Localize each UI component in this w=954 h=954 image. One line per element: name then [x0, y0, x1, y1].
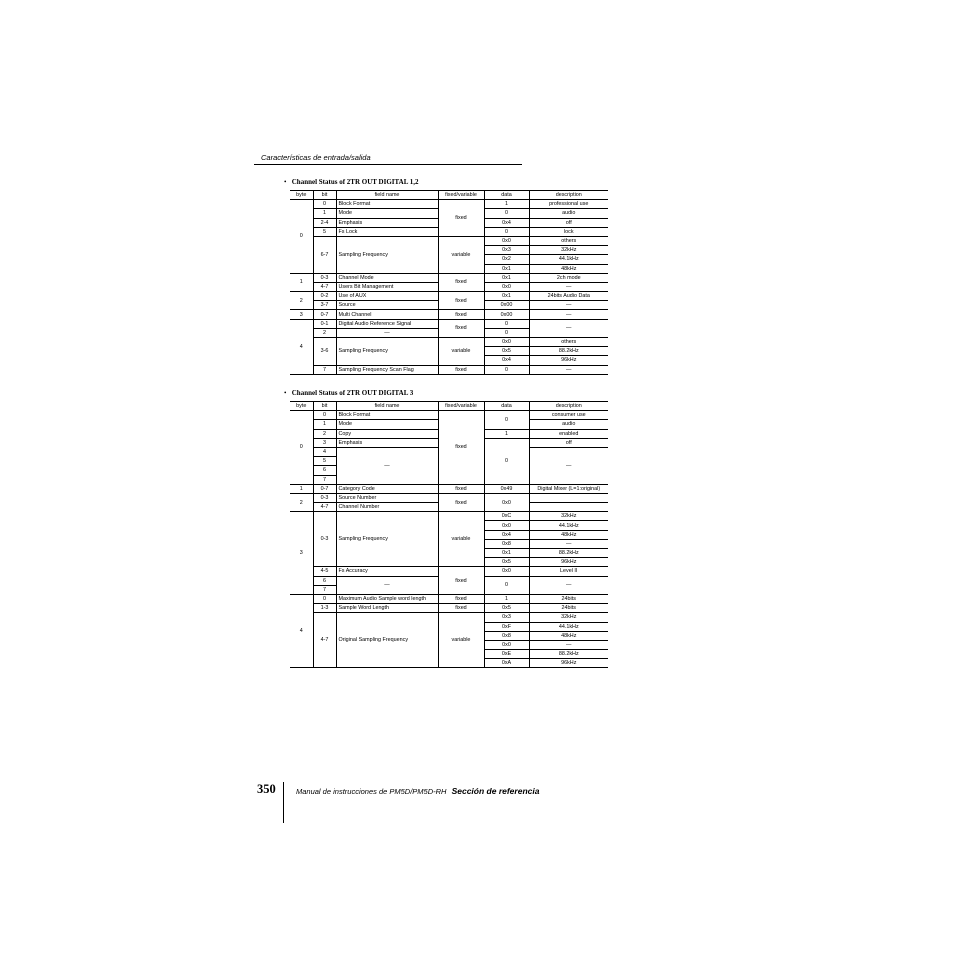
table-row — [290, 567, 608, 576]
description-cell: enabled — [529, 429, 608, 438]
fixed-variable-cell: fixed — [438, 493, 484, 511]
description-cell: 44.1kHz — [529, 255, 608, 264]
field-name-cell: Emphasis — [336, 218, 438, 227]
bit-cell: 1 — [313, 420, 336, 429]
data-cell: 0 — [484, 365, 529, 374]
description-cell: Level II — [529, 567, 608, 576]
bit-cell: 0-2 — [313, 292, 336, 301]
col-header-description: description — [529, 191, 608, 200]
bit-cell: 2 — [313, 328, 336, 337]
bit-cell: 3-7 — [313, 301, 336, 310]
description-cell: — — [529, 301, 608, 310]
fixed-variable-cell: fixed — [438, 484, 484, 493]
bit-cell: 6 — [313, 576, 336, 585]
data-cell: 0 — [484, 319, 529, 328]
description-cell: 88.2kHz — [529, 549, 608, 558]
description-cell: 96kHz — [529, 558, 608, 567]
field-name-cell: Multi Channel — [336, 310, 438, 319]
section-title: Sección de referencia — [451, 786, 540, 796]
data-cell: 1 — [484, 200, 529, 209]
description-cell: consumer use — [529, 411, 608, 420]
data-cell: 0x5 — [484, 604, 529, 613]
field-name-cell: Sample Word Length — [336, 604, 438, 613]
description-cell: 96kHz — [529, 356, 608, 365]
fixed-variable-cell: variable — [438, 338, 484, 366]
bit-cell: 2-4 — [313, 218, 336, 227]
field-name-cell: Category Code — [336, 484, 438, 493]
description-cell: others — [529, 338, 608, 347]
description-cell: — — [529, 640, 608, 649]
field-name-cell: Channel Mode — [336, 273, 438, 282]
byte-cell: 0 — [290, 411, 313, 485]
channel-status-table-1 — [290, 190, 608, 375]
description-cell: 44.1kHz — [529, 521, 608, 530]
byte-cell: 0 — [290, 200, 313, 274]
table-row — [290, 273, 608, 282]
table-row — [290, 604, 608, 613]
table-row — [290, 493, 608, 502]
field-name-cell: Sampling Frequency — [336, 512, 438, 567]
data-cell: 0x0 — [484, 236, 529, 245]
page-number: 350 — [257, 782, 276, 796]
fixed-variable-cell: fixed — [438, 604, 484, 613]
table1-title-text: Channel Status of 2TR OUT DIGITAL 1,2 — [291, 178, 419, 186]
col-header-fixed-variable: fixed/variable — [438, 191, 484, 200]
bit-cell: 1 — [313, 209, 336, 218]
col-header-bit: bit — [313, 402, 336, 411]
col-header-fixed-variable: fixed/variable — [438, 402, 484, 411]
header-rule — [254, 164, 522, 165]
table-row — [290, 613, 608, 622]
description-cell: — — [529, 282, 608, 291]
bit-cell: 7 — [313, 365, 336, 374]
data-cell: 0x0 — [484, 493, 529, 511]
data-cell: 0xE — [484, 650, 529, 659]
description-cell: 2ch mode — [529, 273, 608, 282]
description-cell: 24bits Audio Data — [529, 292, 608, 301]
data-cell: 0 — [484, 411, 529, 429]
data-cell: 0x1 — [484, 273, 529, 282]
fixed-variable-cell: fixed — [438, 365, 484, 374]
table-row — [290, 310, 608, 319]
data-cell: 0xF — [484, 622, 529, 631]
data-cell: 0x3 — [484, 613, 529, 622]
data-cell: 0x49 — [484, 484, 529, 493]
channel-status-table-2 — [290, 401, 608, 668]
bit-cell: 0-1 — [313, 319, 336, 328]
byte-cell: 4 — [290, 319, 313, 374]
data-cell: 0 — [484, 209, 529, 218]
table-row — [290, 484, 608, 493]
description-cell: — — [529, 310, 608, 319]
section-header: Características de entrada/salida — [261, 153, 371, 162]
table-row — [290, 338, 608, 347]
field-name-cell: Source Number — [336, 493, 438, 502]
byte-cell: 3 — [290, 512, 313, 595]
bit-cell: 0 — [313, 594, 336, 603]
description-cell: — — [529, 576, 608, 594]
data-cell: 0x0 — [484, 282, 529, 291]
data-cell: 0 — [484, 227, 529, 236]
data-cell: 0x1 — [484, 292, 529, 301]
data-cell: 0xC — [484, 512, 529, 521]
data-cell: 0x0 — [484, 521, 529, 530]
footer-rule — [283, 782, 284, 823]
bit-cell: 4-5 — [313, 567, 336, 576]
bit-cell: 1-3 — [313, 604, 336, 613]
description-cell: 88.2kHz — [529, 650, 608, 659]
byte-cell: 1 — [290, 484, 313, 493]
footer-text — [296, 786, 539, 796]
byte-cell: 3 — [290, 310, 313, 319]
bit-cell: 0 — [313, 411, 336, 420]
bit-cell: 0 — [313, 200, 336, 209]
col-header-field-name: field name — [336, 191, 438, 200]
table-row — [290, 200, 608, 209]
col-header-data: data — [484, 191, 529, 200]
description-cell: 32kHz — [529, 246, 608, 255]
field-name-cell: Mode — [336, 209, 438, 218]
col-header-bit: bit — [313, 191, 336, 200]
table2-title — [284, 389, 413, 397]
field-name-cell: Sampling Frequency — [336, 236, 438, 273]
field-name-cell: — — [336, 576, 438, 594]
byte-cell: 4 — [290, 594, 313, 668]
data-cell: 1 — [484, 594, 529, 603]
description-cell: 48kHz — [529, 631, 608, 640]
description-cell — [529, 493, 608, 502]
bit-cell: 6-7 — [313, 236, 336, 273]
field-name-cell: Copy — [336, 429, 438, 438]
data-cell: 0x1 — [484, 549, 529, 558]
table-row — [290, 292, 608, 301]
description-cell: — — [529, 365, 608, 374]
field-name-cell: Emphasis — [336, 438, 438, 447]
fixed-variable-cell: variable — [438, 236, 484, 273]
bit-cell: 0-3 — [313, 493, 336, 502]
field-name-cell: Mode — [336, 420, 438, 429]
col-header-description: description — [529, 402, 608, 411]
field-name-cell: Digital Audio Reference Signal — [336, 319, 438, 328]
bullet: • — [284, 389, 287, 397]
table-row — [290, 319, 608, 328]
description-cell: 48kHz — [529, 530, 608, 539]
description-cell: others — [529, 236, 608, 245]
table-row — [290, 594, 608, 603]
description-cell: off — [529, 218, 608, 227]
bit-cell: 0-7 — [313, 484, 336, 493]
data-cell: 0x00 — [484, 301, 529, 310]
bit-cell: 5 — [313, 227, 336, 236]
description-cell: 48kHz — [529, 264, 608, 273]
data-cell: 1 — [484, 429, 529, 438]
data-cell: 0x8 — [484, 539, 529, 548]
table-row — [290, 512, 608, 521]
data-cell: 0x0 — [484, 640, 529, 649]
fixed-variable-cell: fixed — [438, 273, 484, 291]
data-cell: 0x0 — [484, 567, 529, 576]
data-cell: 0x5 — [484, 347, 529, 356]
table-row — [290, 411, 608, 420]
description-cell: audio — [529, 420, 608, 429]
data-cell: 0x4 — [484, 356, 529, 365]
fixed-variable-cell: fixed — [438, 310, 484, 319]
fixed-variable-cell: fixed — [438, 567, 484, 595]
data-cell: 0x4 — [484, 530, 529, 539]
bullet: • — [284, 178, 287, 186]
data-cell: 0 — [484, 576, 529, 594]
field-name-cell: Maximum Audio Sample word length — [336, 594, 438, 603]
data-cell: 0x2 — [484, 255, 529, 264]
field-name-cell: Source — [336, 301, 438, 310]
col-header-field-name: field name — [336, 402, 438, 411]
fixed-variable-cell: fixed — [438, 319, 484, 337]
bit-cell: 4-7 — [313, 613, 336, 668]
col-header-byte: byte — [290, 191, 313, 200]
fixed-variable-cell: fixed — [438, 292, 484, 310]
bit-cell: 0-3 — [313, 273, 336, 282]
field-name-cell: Block Format — [336, 200, 438, 209]
bit-cell: 7 — [313, 585, 336, 594]
bit-cell: 7 — [313, 475, 336, 484]
bit-cell: 4-7 — [313, 503, 336, 512]
field-name-cell: Users Bit Management — [336, 282, 438, 291]
field-name-cell: Sampling Frequency — [336, 338, 438, 366]
description-cell: — — [529, 539, 608, 548]
description-cell: off — [529, 438, 608, 447]
col-header-data: data — [484, 402, 529, 411]
manual-title: Manual de instrucciones de PM5D/PM5D-RH — [296, 787, 447, 796]
byte-cell: 2 — [290, 493, 313, 511]
bit-cell: 0-7 — [313, 310, 336, 319]
description-cell: 32kHz — [529, 613, 608, 622]
bit-cell: 3 — [313, 438, 336, 447]
field-name-cell: Sampling Frequency Scan Flag — [336, 365, 438, 374]
data-cell: 0x8 — [484, 631, 529, 640]
byte-cell: 1 — [290, 273, 313, 291]
fixed-variable-cell: fixed — [438, 411, 484, 485]
description-cell: 32kHz — [529, 512, 608, 521]
bit-cell: 6 — [313, 466, 336, 475]
description-cell: Digital Mixer (L=1:original) — [529, 484, 608, 493]
fixed-variable-cell: variable — [438, 512, 484, 567]
field-name-cell: Use of AUX — [336, 292, 438, 301]
field-name-cell: — — [336, 328, 438, 337]
description-cell: 88.2kHz — [529, 347, 608, 356]
bit-cell: 4 — [313, 447, 336, 456]
table1-title — [284, 178, 419, 186]
description-cell — [529, 503, 608, 512]
byte-cell: 2 — [290, 292, 313, 310]
field-name-cell: — — [336, 447, 438, 484]
description-cell: 24bits — [529, 604, 608, 613]
description-cell: — — [529, 319, 608, 337]
data-cell: 0 — [484, 328, 529, 337]
data-cell: 0xA — [484, 659, 529, 668]
bit-cell: 5 — [313, 457, 336, 466]
fixed-variable-cell: fixed — [438, 200, 484, 237]
description-cell: audio — [529, 209, 608, 218]
table-row — [290, 365, 608, 374]
description-cell: lock — [529, 227, 608, 236]
table2-title-text: Channel Status of 2TR OUT DIGITAL 3 — [291, 389, 414, 397]
bit-cell: 3-6 — [313, 338, 336, 366]
field-name-cell: Channel Number — [336, 503, 438, 512]
fixed-variable-cell: fixed — [438, 594, 484, 603]
bit-cell: 0-3 — [313, 512, 336, 567]
field-name-cell: Original Sampling Frequency — [336, 613, 438, 668]
description-cell: professional use — [529, 200, 608, 209]
field-name-cell: Fs Accuracy — [336, 567, 438, 576]
data-cell: 0x0 — [484, 338, 529, 347]
data-cell: 0x5 — [484, 558, 529, 567]
description-cell: 96kHz — [529, 659, 608, 668]
bit-cell: 4-7 — [313, 282, 336, 291]
data-cell: 0 — [484, 438, 529, 484]
description-cell: 44.1kHz — [529, 622, 608, 631]
col-header-byte: byte — [290, 402, 313, 411]
data-cell: 0x00 — [484, 310, 529, 319]
bit-cell: 2 — [313, 429, 336, 438]
data-cell: 0x1 — [484, 264, 529, 273]
description-cell: 24bits — [529, 594, 608, 603]
description-cell: — — [529, 447, 608, 484]
data-cell: 0x4 — [484, 218, 529, 227]
field-name-cell: Fs Lock — [336, 227, 438, 236]
fixed-variable-cell: variable — [438, 613, 484, 668]
data-cell: 0x3 — [484, 246, 529, 255]
table-row — [290, 236, 608, 245]
field-name-cell: Block Format — [336, 411, 438, 420]
